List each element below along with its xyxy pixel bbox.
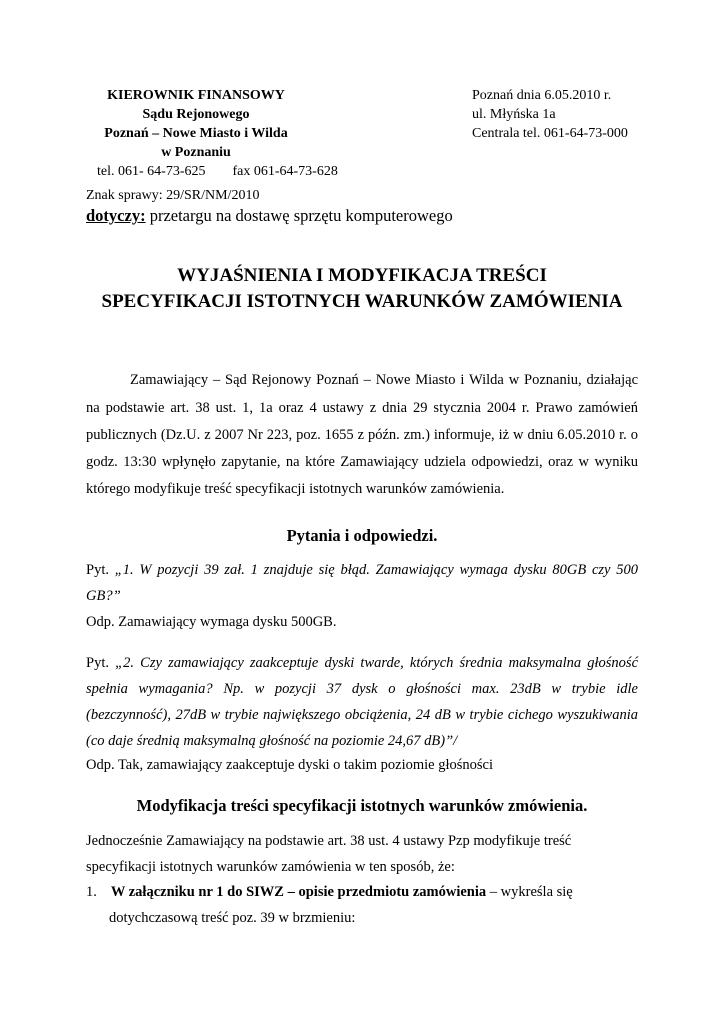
letter-central-phone: Centrala tel. 061-64-73-000 — [472, 126, 628, 141]
case-regarding — [86, 206, 453, 226]
issuer-city: w Poznaniu — [161, 145, 231, 160]
item-number: 1. — [86, 884, 97, 900]
modification-item-1-cont: dotychczasową treść poz. 39 w brzmieniu: — [109, 910, 356, 926]
regarding-text: przetargu na dostawę sprzętu komputerowego — [149, 206, 453, 225]
question-2-line — [86, 655, 638, 672]
document-title-line2: SPECYFIKACJI ISTOTNYCH WARUNKÓW ZAMÓWIENIA — [101, 291, 623, 312]
modification-item-1 — [86, 884, 638, 901]
issuer-court-district: Poznań – Nowe Miasto i Wilda — [104, 126, 288, 141]
item-bold-text: W załączniku nr 1 do SIWZ – opisie przedmiotu zamówienia — [110, 884, 487, 900]
document-title-line1: WYJAŚNIENIA I MODYFIKACJA TREŚCI — [177, 265, 547, 286]
intro-line: godz. 13:30 wpłynęło zapytanie, na które Zamawiający udziela odpowiedzi, oraz w wyniku — [86, 454, 638, 470]
letter-address: ul. Młyńska 1a — [472, 107, 556, 122]
question-prefix: Pyt. — [86, 562, 109, 578]
letter-date: Poznań dnia 6.05.2010 r. — [472, 88, 612, 103]
regarding-label: dotyczy: — [86, 206, 146, 225]
case-sign: Znak sprawy: 29/SR/NM/2010 — [86, 188, 260, 203]
modification-line: Jednocześnie Zamawiający na podstawie art. 38 ust. 4 ustawy Pzp modyfikuje treść — [86, 833, 572, 849]
question-2-line: (bezczynność), 27dB w trybie największego obciążenia, 24 dB w trybie cichego wyszukiwania — [86, 707, 638, 723]
modification-heading: Modyfikacja treści specyfikacji istotnych warunków zmówienia. — [136, 796, 588, 815]
question-2-line: (co daje średnią maksymalną głośność na poziomie 24,67 dB)”/ — [86, 733, 458, 749]
question-prefix: Pyt. — [86, 655, 109, 671]
modification-line: specyfikacji istotnych warunków zamówienia w ten sposób, że: — [86, 859, 455, 875]
issuer-phone: tel. 061- 64-73-625 — [97, 164, 206, 179]
answer-1: Odp. Zamawiający wymaga dysku 500GB. — [86, 614, 337, 630]
intro-line: którego modyfikuje treść specyfikacji istotnych warunków zamówienia. — [86, 481, 505, 497]
question-text: „2. Czy zamawiający zaakceptuje dyski twarde, których średnia maksymalna głośność — [115, 655, 639, 671]
answer-2: Odp. Tak, zamawiający zaakceptuje dyski o takim poziomie głośności — [86, 757, 494, 773]
question-1-line — [86, 562, 638, 579]
intro-line: na podstawie art. 38 ust. 1, 1a oraz 4 ustawy z dnia 29 stycznia 2004 r. Prawo zamówień — [86, 400, 638, 416]
intro-line: Zamawiający – Sąd Rejonowy Poznań – Nowe Miasto i Wilda w Poznaniu, działając — [130, 372, 638, 388]
issuer-court: Sądu Rejonowego — [142, 107, 250, 122]
intro-line: publicznych (Dz.U. z 2007 Nr 223, poz. 1655 z późn. zm.) informuje, iż w dniu 6.05.2010 r. o — [86, 427, 638, 443]
item-text: – wykreśla się — [486, 884, 573, 900]
question-2-line: spełnia wymagania? Np. w pozycji 37 dysk o głośności max. 23dB w trybie idle — [86, 681, 638, 697]
issuer-title: KIEROWNIK FINANSOWY — [107, 88, 285, 103]
issuer-fax: fax 061-64-73-628 — [232, 164, 338, 179]
question-1-line: GB?” — [86, 588, 121, 604]
question-text: „1. W pozycji 39 zał. 1 znajduje się błąd. Zamawiający wymaga dysku 80GB czy 500 — [114, 562, 638, 578]
qa-heading: Pytania i odpowiedzi. — [286, 526, 438, 545]
issuer-contact — [97, 162, 338, 181]
issuer-block — [86, 86, 306, 162]
